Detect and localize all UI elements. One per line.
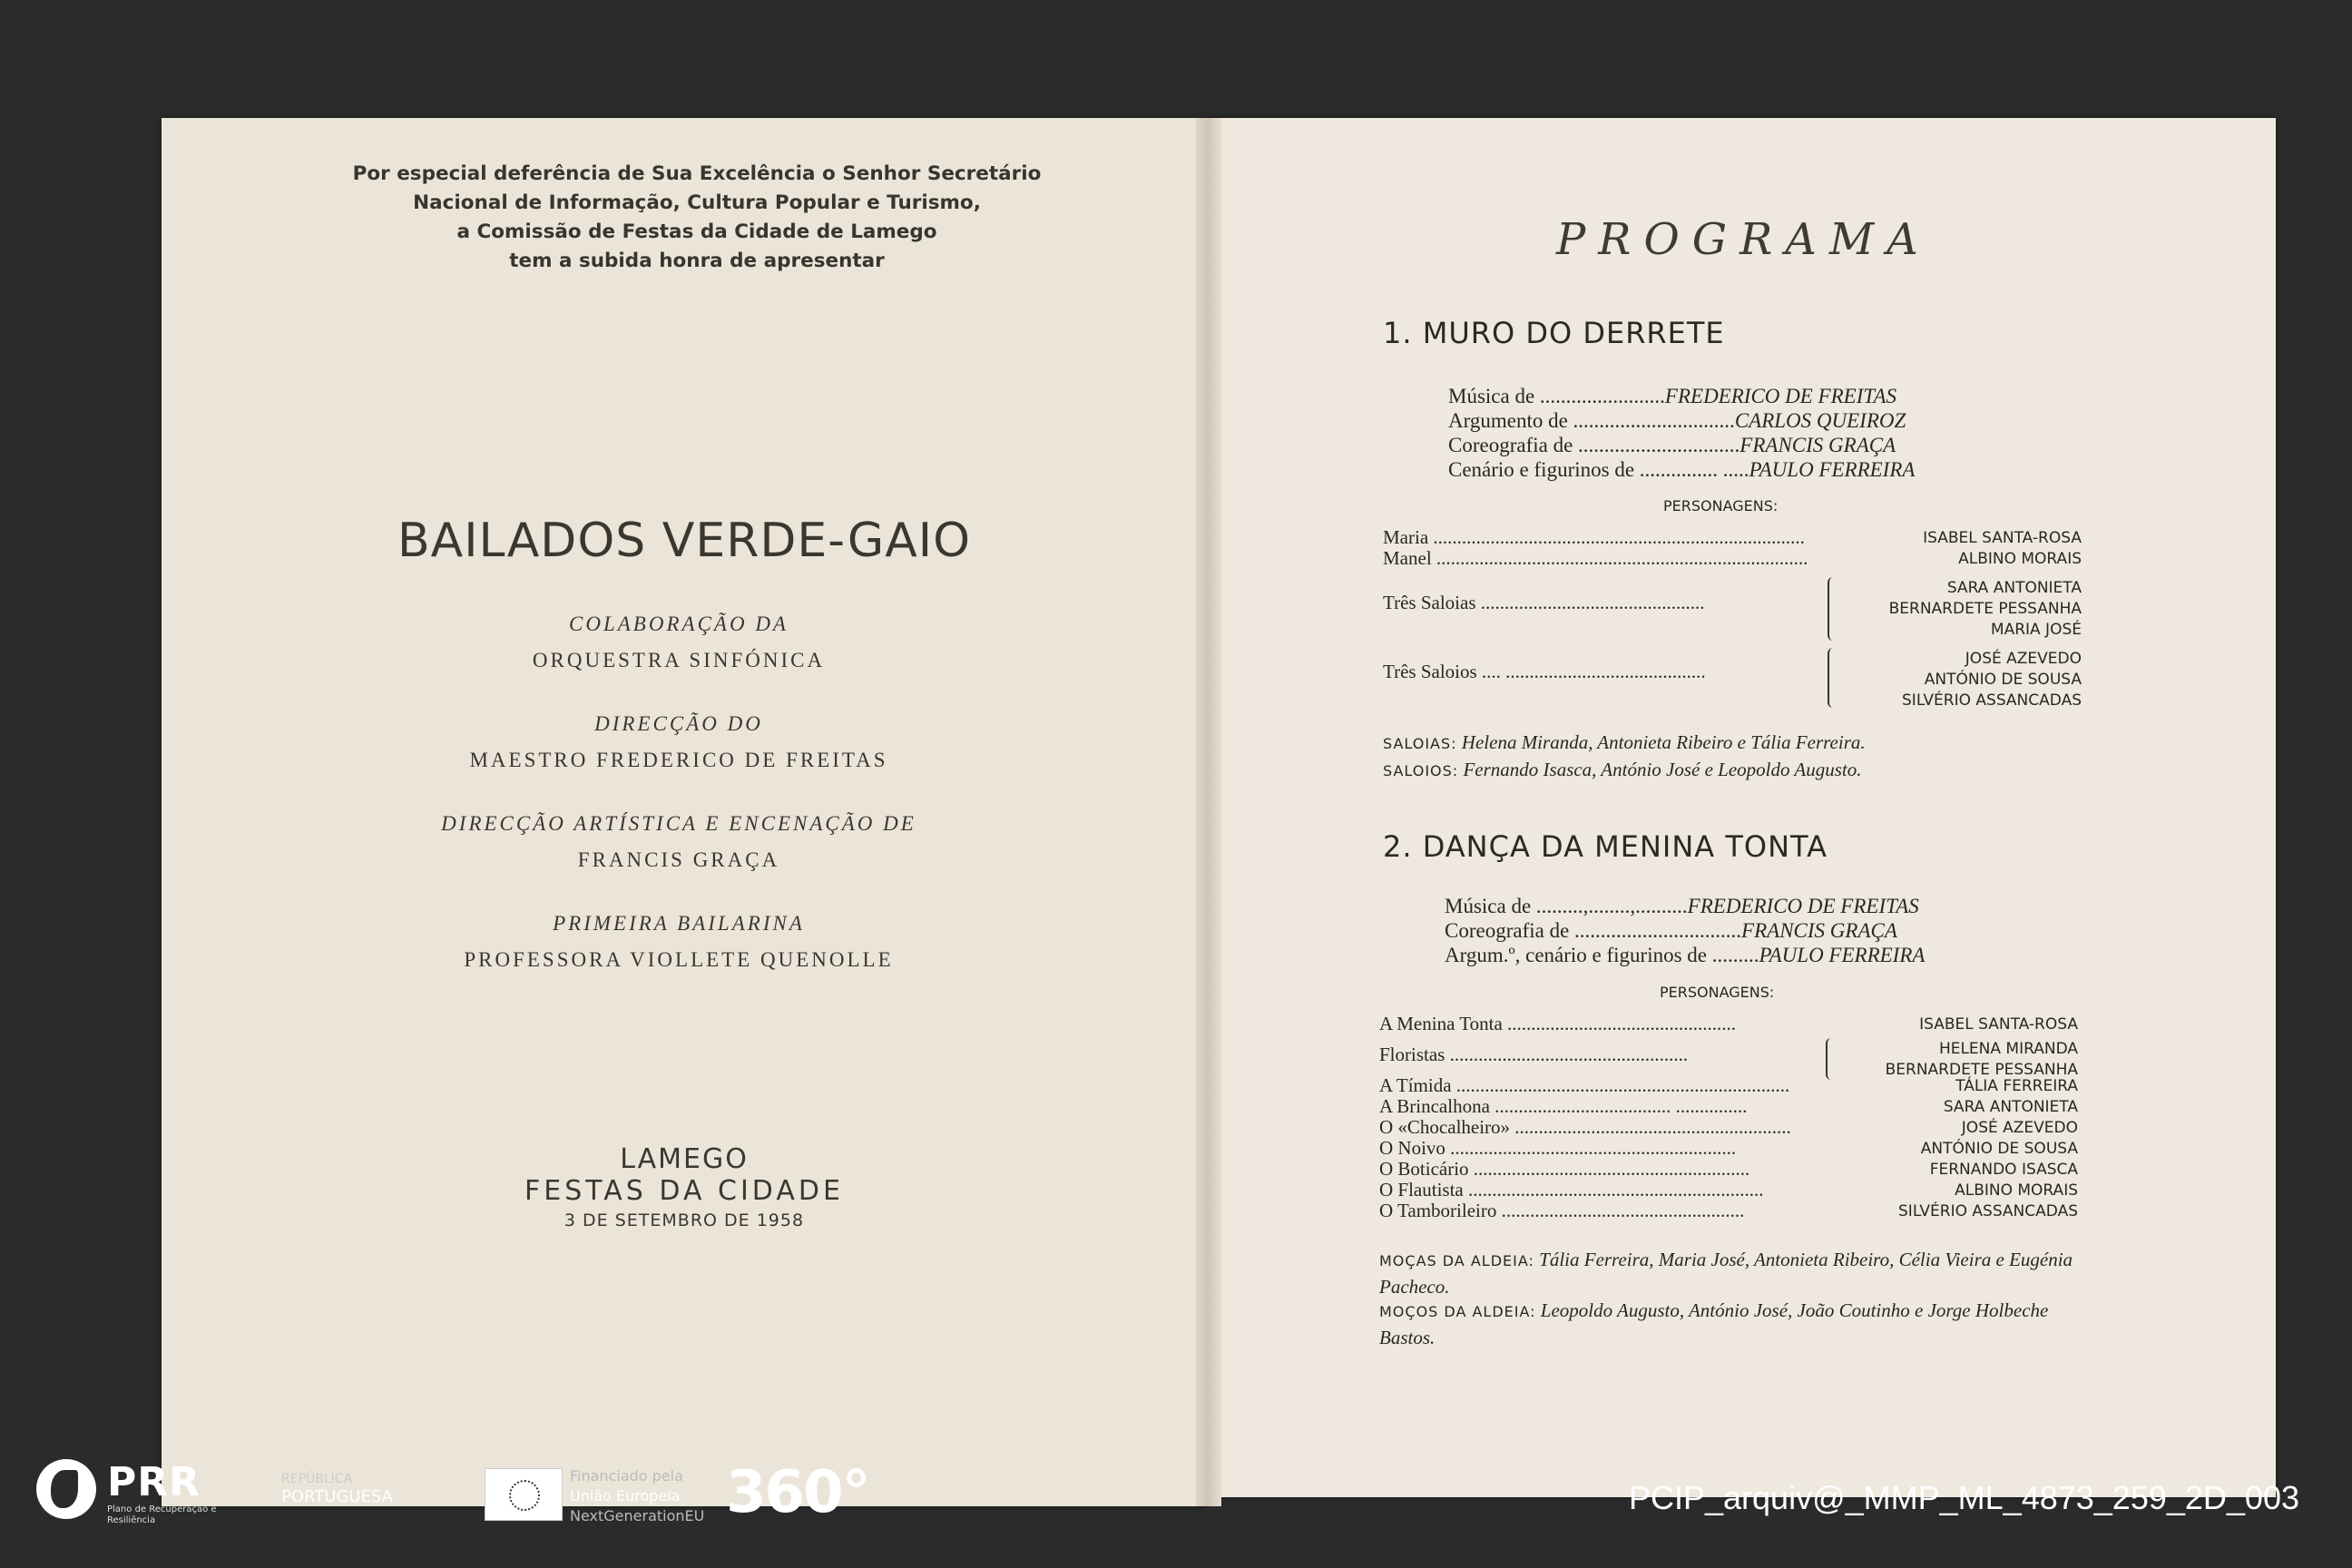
section-heading: 1. MURO DO DERRETE [1383, 316, 1725, 350]
credit-value: CARLOS QUEIROZ [1734, 409, 1906, 432]
role-row: Floristas .................................................. [1379, 1044, 1689, 1065]
chorus-line [1383, 730, 2091, 757]
cast-name: SARA ANTONIETA [1946, 579, 2082, 597]
role-name: O Noivo ............................................................ [1379, 1137, 1737, 1159]
role-row [1379, 1158, 2078, 1181]
brace [1828, 648, 1838, 708]
prr-logo-text: PRR [107, 1459, 201, 1505]
role-row [1383, 526, 2082, 549]
role-row: Três Saloias ............................................... [1383, 592, 1705, 613]
republica-logo [281, 1470, 393, 1506]
credit-role: PRIMEIRA BAILARINA [553, 912, 805, 935]
chorus-label: MOÇAS DA ALDEIA: [1379, 1252, 1534, 1269]
chorus-line [1379, 1298, 2078, 1350]
credit-primeira-bailarina [334, 906, 1024, 978]
credit-line: Argumento de ...............................CARLOS QUEIROZ [1448, 409, 1906, 432]
cast-name: ALBINO MORAIS [1958, 550, 2082, 568]
intro-line: tem a subida honra de apresentar [509, 250, 885, 272]
credit-line: Cenário e figurinos de ............... .....PAULO FERREIRA [1448, 458, 1916, 481]
credit-orquestra [334, 606, 1024, 679]
chorus-label: SALOIAS: [1383, 735, 1457, 752]
role-name: O Flautista .............................................................. [1379, 1179, 1764, 1200]
credit-name: MAESTRO FREDERICO DE FREITAS [469, 749, 888, 771]
credit-value: FRANCIS GRAÇA [1741, 919, 1897, 942]
intro-line: Por especial deferência de Sua Excelência o Senhor Secretário [352, 162, 1042, 185]
chorus-line [1379, 1247, 2078, 1299]
personagens-label: PERSONAGENS: [1663, 497, 1779, 514]
cast-name: ISABEL SANTA-ROSA [1919, 1015, 2078, 1034]
cast-name: TÁLIA FERREIRA [1955, 1077, 2078, 1095]
intro-text [352, 160, 1042, 276]
credit-role: DIRECÇÃO DO [594, 712, 763, 735]
cast-name: ANTÓNIO DE SOUSA [1920, 1140, 2078, 1158]
cast-name: SARA ANTONIETA [1943, 1098, 2078, 1116]
cast-name: SILVÉRIO ASSANCADAS [1902, 691, 2082, 710]
cast-name: SILVÉRIO ASSANCADAS [1898, 1202, 2078, 1220]
role-name: A Tímida ...................................................................... [1379, 1074, 1790, 1096]
personagens-label: PERSONAGENS: [1660, 984, 1775, 1001]
credit-line: Coreografia de ................................FRANCIS GRAÇA [1445, 919, 1897, 942]
eu-line: NextGenerationEU [570, 1507, 705, 1524]
credit-value: FRANCIS GRAÇA [1740, 434, 1896, 456]
role-name: A Menina Tonta ................................................ [1379, 1013, 1737, 1034]
eu-funding-text [570, 1466, 704, 1526]
role-row [1379, 1116, 2078, 1139]
chorus-names: Fernando Isasca, António José e Leopoldo Augusto. [1463, 759, 1862, 780]
page-title: BAILADOS VERDE-GAIO [397, 514, 972, 568]
role-row [1379, 1137, 2078, 1160]
role-row [1379, 1200, 2078, 1222]
role-row [1379, 1013, 2078, 1035]
portuguesa-line: PORTUGUESA [281, 1487, 393, 1506]
eu-flag-icon [485, 1468, 563, 1521]
role-name: Manel .............................................................................. [1383, 547, 1808, 569]
credit-value: FREDERICO DE FREITAS [1687, 895, 1919, 917]
cast-name: JOSÉ AZEVEDO [1965, 650, 2082, 668]
role-row: Três Saloios .... .......................................... [1383, 661, 1706, 682]
intro-line: Nacional de Informação, Cultura Popular e Turismo, [413, 191, 981, 214]
prr-logo-icon [36, 1459, 96, 1519]
venue-event: FESTAS DA CIDADE [524, 1175, 844, 1207]
role-name: A Brincalhona ..................................... ............... [1379, 1095, 1748, 1117]
cast-name: ANTÓNIO DE SOUSA [1924, 671, 2082, 689]
credit-line: Coreografia de ...............................FRANCIS GRAÇA [1448, 434, 1896, 456]
cast-name: ISABEL SANTA-ROSA [1923, 529, 2082, 547]
role-name: O Tamborileiro ................................................... [1379, 1200, 1745, 1221]
cast-name: HELENA MIRANDA [1938, 1040, 2078, 1058]
chorus-names: Helena Miranda, Antonieta Ribeiro e Tália Ferreira. [1461, 731, 1866, 753]
credit-value: PAULO FERREIRA [1749, 458, 1916, 481]
cast-name: MARIA JOSÉ [1990, 621, 2082, 639]
credit-value: FREDERICO DE FREITAS [1664, 385, 1896, 407]
cast-name: FERNANDO ISASCA [1929, 1161, 2078, 1179]
prr-subtitle: Plano de Recuperação e Resiliência [107, 1504, 217, 1525]
chorus-line [1383, 757, 2091, 784]
programa-title: PROGRAMA [1556, 214, 1931, 265]
role-name: O «Chocalheiro» .......................................................... [1379, 1116, 1791, 1138]
credit-line: Música de .........,........,..........FREDERICO DE FREITAS [1445, 895, 1919, 917]
section-heading: 2. DANÇA DA MENINA TONTA [1383, 829, 1828, 864]
chorus-names: Leopoldo Augusto, António José, João Coutinho e Jorge Holbeche Bastos. [1379, 1299, 2049, 1348]
credit-line: Música de ........................FREDERICO DE FREITAS [1448, 385, 1896, 407]
credit-name: FRANCIS GRAÇA [577, 848, 780, 871]
credit-maestro [334, 706, 1024, 779]
role-name: O Boticário .......................................................... [1379, 1158, 1750, 1180]
credit-line: Argum.º, cenário e figurinos de .........PAULO FERREIRA [1445, 944, 1926, 966]
role-row [1383, 547, 2082, 570]
venue-date: 3 DE SETEMBRO DE 1958 [564, 1210, 805, 1230]
cast-name: BERNARDETE PESSANHA [1888, 600, 2082, 618]
role-row [1379, 1095, 2078, 1118]
archive-id: PCIP_arquiv@_MMP_ML_4873_259_2D_003 [1628, 1479, 2299, 1516]
republica-line: REPÚBLICA [281, 1472, 353, 1486]
cast-name: ALBINO MORAIS [1955, 1181, 2078, 1200]
eu-line: Financiado pela [570, 1467, 683, 1485]
cast-name: JOSÉ AZEVEDO [1961, 1119, 2078, 1137]
credit-value: PAULO FERREIRA [1759, 944, 1926, 966]
venue-block [339, 1143, 1029, 1230]
credit-name: ORQUESTRA SINFÓNICA [532, 649, 826, 671]
credit-name: PROFESSORA VIOLLETE QUENOLLE [464, 948, 894, 971]
chorus-label: MOÇOS DA ALDEIA: [1379, 1303, 1536, 1320]
venue-city: LAMEGO [620, 1143, 749, 1175]
role-row [1379, 1179, 2078, 1201]
chorus-names: Tália Ferreira, Maria José, Antonieta Ribeiro, Célia Vieira e Eugénia Pacheco. [1379, 1249, 2073, 1298]
eu-line: União Europeia [570, 1487, 681, 1504]
credit-role: COLABORAÇÃO DA [569, 612, 789, 635]
intro-line: a Comissão de Festas da Cidade de Lamego [456, 220, 937, 243]
book-gutter [1196, 118, 1221, 1506]
chorus-label: SALOIOS: [1383, 762, 1459, 779]
role-name: Maria .............................................................................. [1383, 526, 1805, 548]
credit-role: DIRECÇÃO ARTÍSTICA E ENCENAÇÃO DE [441, 812, 916, 835]
role-row [1379, 1074, 2078, 1097]
brand-360-logo: 360° [726, 1459, 869, 1526]
brace [1828, 577, 1838, 641]
cast-name: BERNARDETE PESSANHA [1885, 1061, 2078, 1079]
credit-direccao-artistica [334, 806, 1024, 878]
